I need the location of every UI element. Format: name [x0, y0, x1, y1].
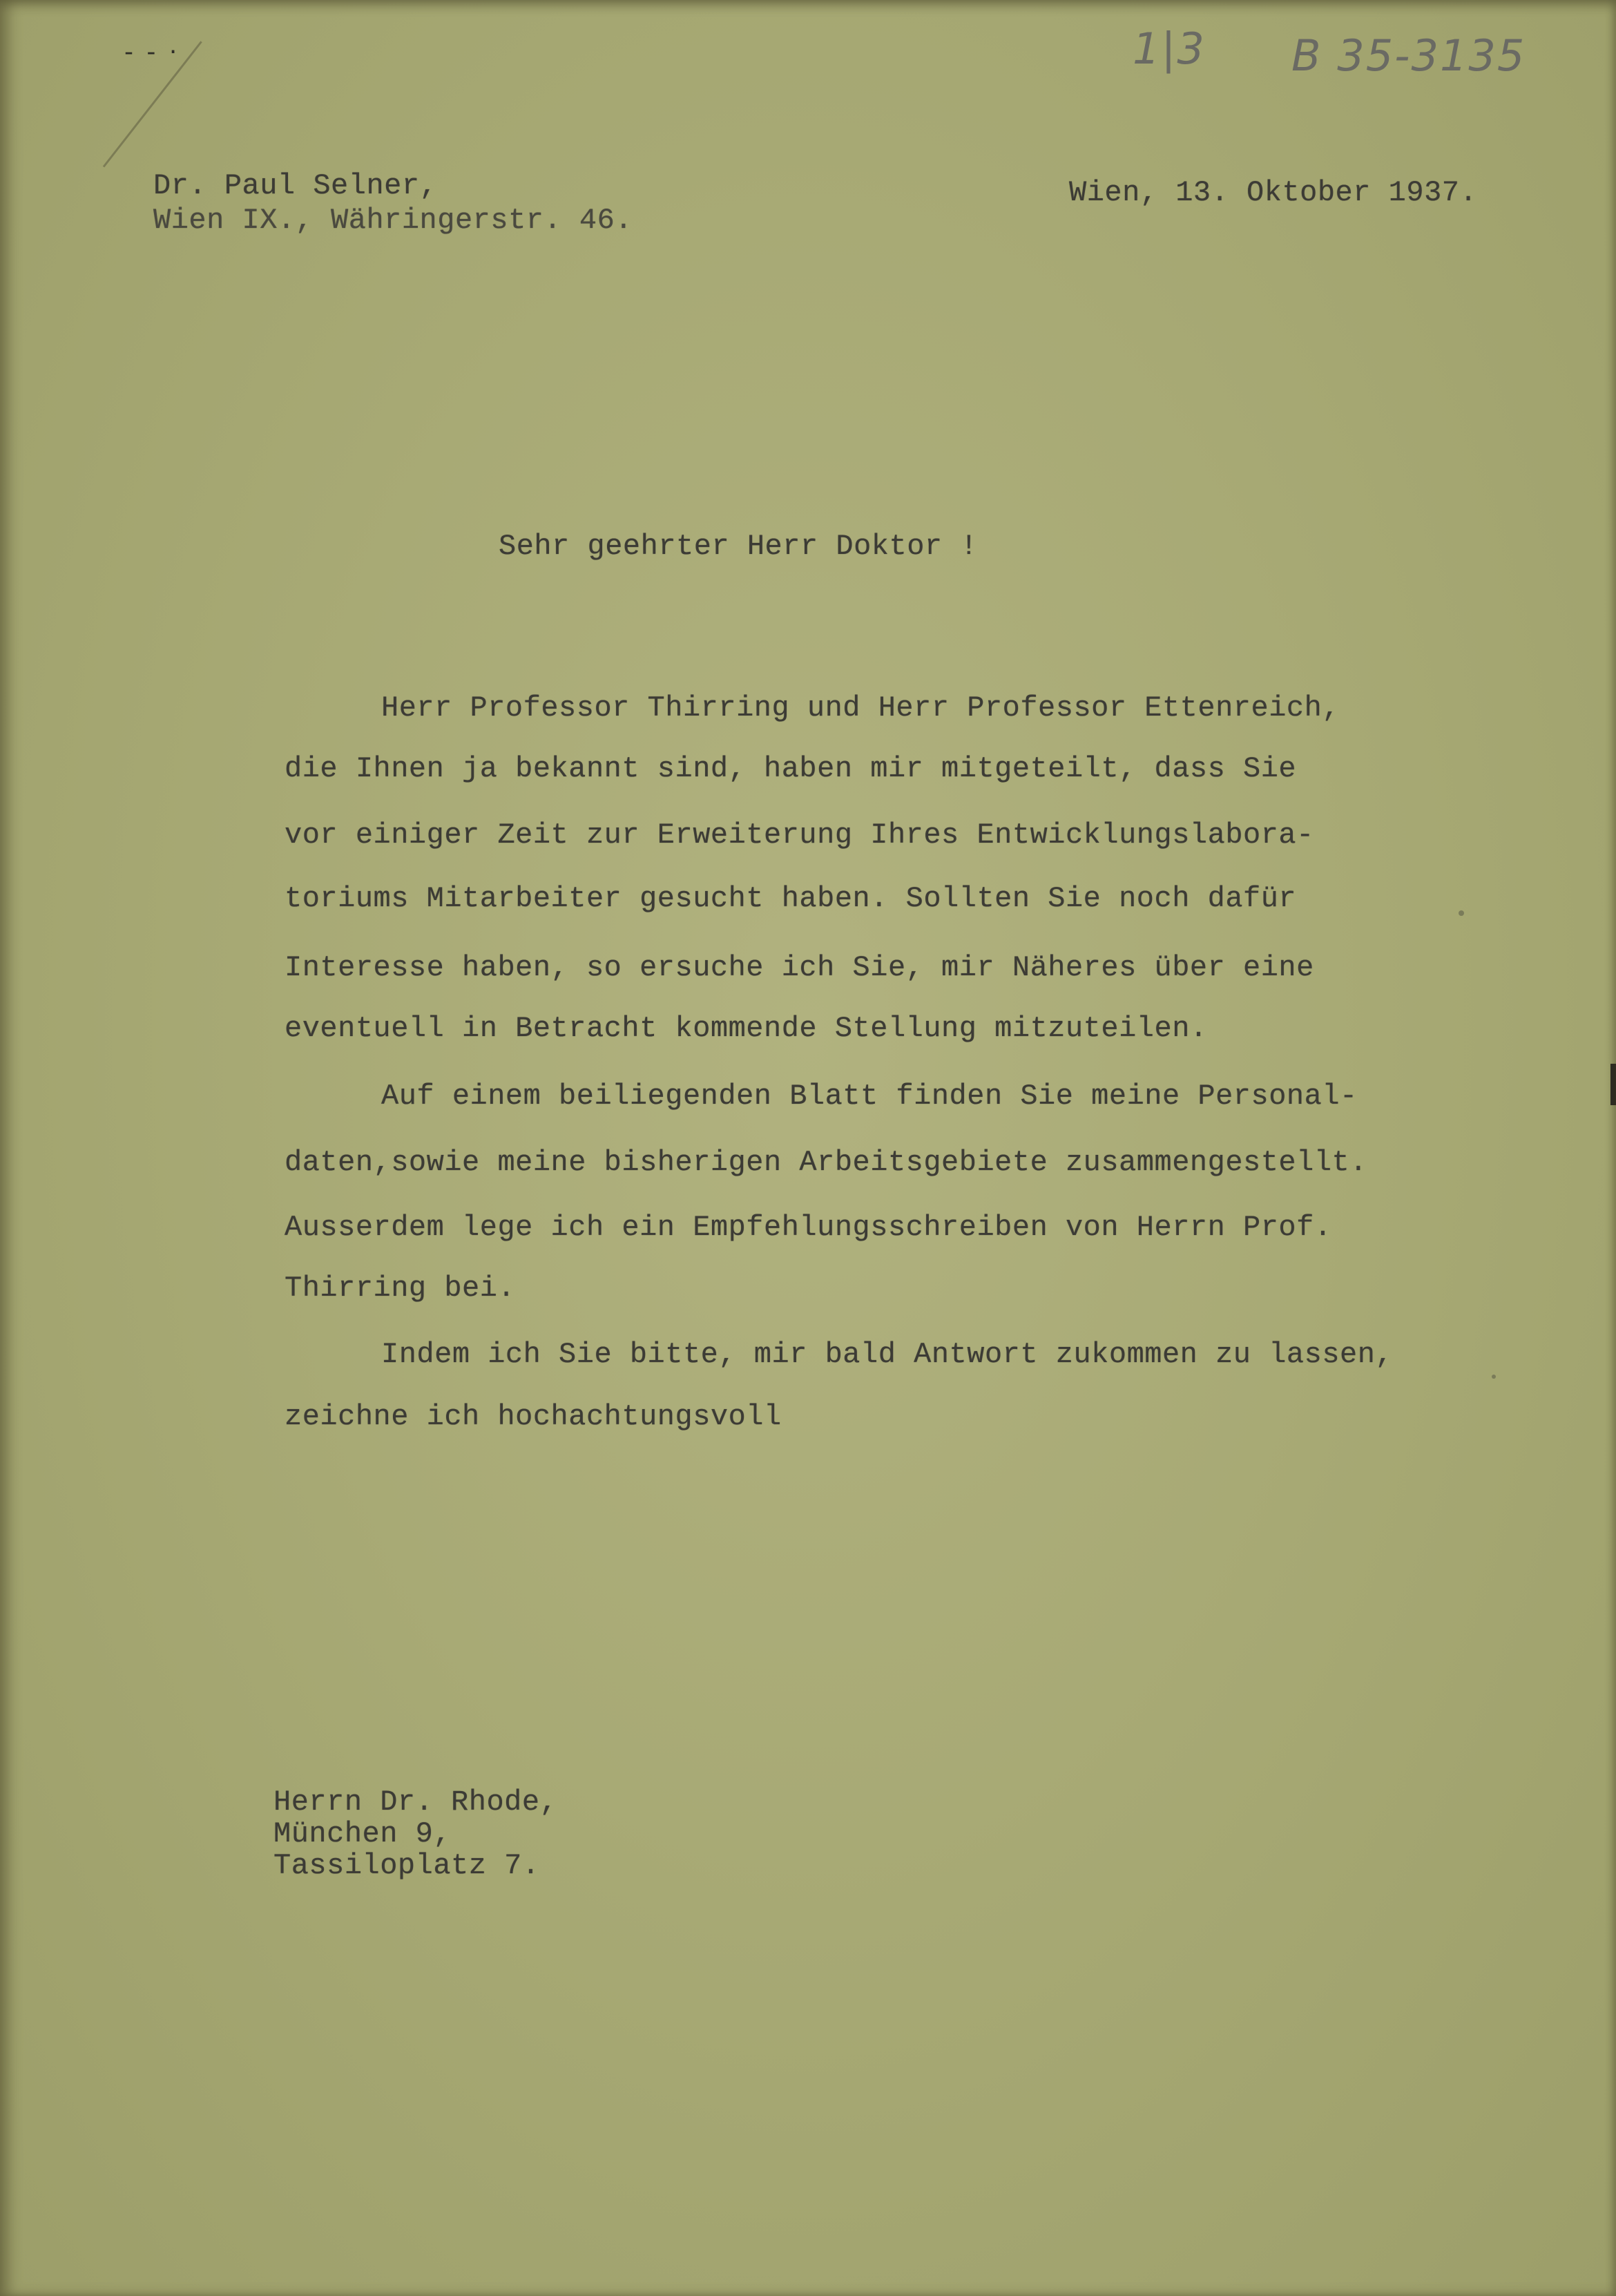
paper-edge-mark	[1610, 1064, 1616, 1105]
body-line: Interesse haben, so ersuche ich Sie, mir Näheres über eine	[285, 951, 1314, 984]
letter-date: Wien, 13. Oktober 1937.	[1069, 176, 1478, 209]
salutation: Sehr geehrter Herr Doktor !	[499, 530, 979, 563]
body-line: Auf einem beiliegenden Blatt finden Sie meine Personal-	[381, 1080, 1358, 1113]
body-line: Thirring bei.	[285, 1272, 516, 1305]
paper-speck	[1459, 910, 1464, 916]
sender-address: Wien IX., Währingerstr. 46.	[153, 204, 633, 237]
body-line: daten,sowie meine bisherigen Arbeitsgebiete zusammengestellt.	[285, 1146, 1367, 1179]
body-line: zeichne ich hochachtungsvoll	[285, 1400, 782, 1433]
body-line: Ausserdem lege ich ein Empfehlungsschreiben von Herrn Prof.	[285, 1211, 1332, 1244]
archive-signature: B 35-3135	[1291, 30, 1526, 81]
recipient-city: München 9,	[273, 1817, 452, 1850]
paper-speck	[1492, 1375, 1496, 1379]
corner-stamp-mark: - - ·	[124, 38, 180, 66]
body-line: die Ihnen ja bekannt sind, haben mir mitgeteilt, dass Sie	[285, 752, 1297, 785]
body-line: Indem ich Sie bitte, mir bald Antwort zukommen zu lassen,	[381, 1338, 1394, 1371]
recipient-street: Tassiloplatz 7.	[273, 1849, 540, 1882]
body-line: vor einiger Zeit zur Erweiterung Ihres Entwicklungslabora-	[285, 819, 1314, 852]
body-line: toriums Mitarbeiter gesucht haben. Sollten Sie noch dafür	[285, 882, 1297, 915]
body-line: eventuell in Betracht kommende Stellung mitzuteilen.	[285, 1012, 1208, 1045]
sender-name: Dr. Paul Selner,	[153, 169, 438, 202]
archive-folio-number: 1|3	[1133, 23, 1206, 74]
recipient-name: Herrn Dr. Rhode,	[273, 1786, 558, 1819]
body-line: Herr Professor Thirring und Herr Professor Ettenreich,	[381, 691, 1340, 725]
